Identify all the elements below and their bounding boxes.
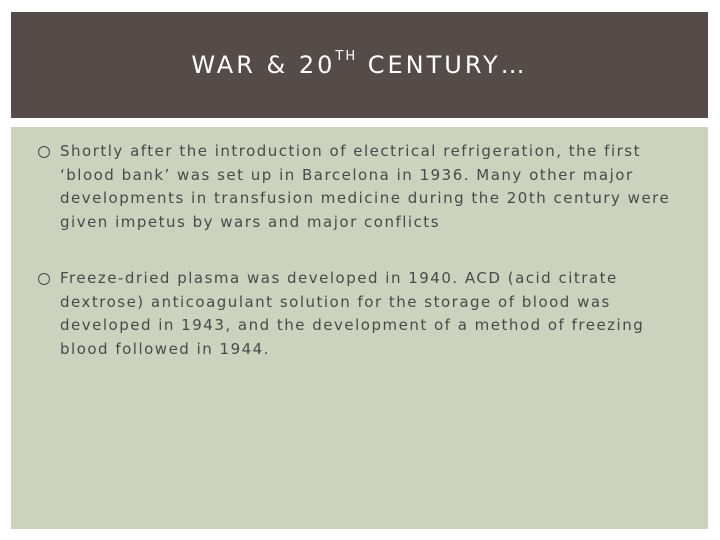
title-superscript: TH <box>335 49 358 64</box>
bullet-text: Freeze-dried plasma was developed in 1940. ACD (acid citrate dextrose) anticoagulant solution for the storage of blood was developed in 1943, and the development of a method of freezing blood followed in 1944. <box>60 269 645 358</box>
slide-title <box>191 51 527 79</box>
title-rest: CENTURY… <box>357 51 528 79</box>
bullet-item <box>38 140 686 234</box>
bullet-circle-icon <box>38 273 50 285</box>
content-area <box>11 127 708 529</box>
title-bar <box>11 12 708 118</box>
title-main: WAR & 20 <box>191 51 336 79</box>
bullet-item <box>38 267 686 361</box>
bullet-text: Shortly after the introduction of electrical refrigeration, the first ‘blood bank’ was set up in Barcelona in 1936. Many other major developments in transfusion medicine during the 20th century were given impetus by wars and major conflicts <box>60 142 671 231</box>
bullet-circle-icon <box>38 146 50 158</box>
